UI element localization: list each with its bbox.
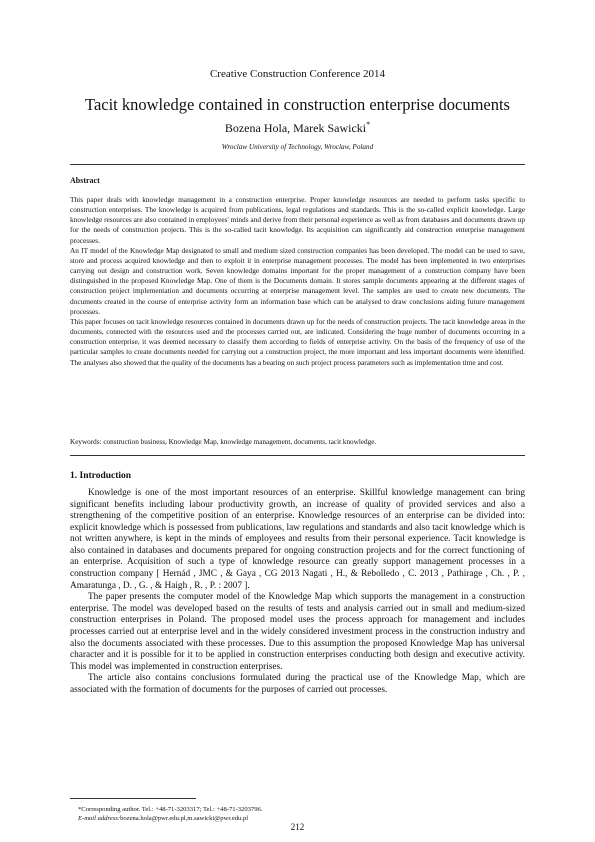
conference-name: Creative Construction Conference 2014 [209, 68, 386, 80]
footnote-rule [70, 798, 196, 799]
abstract-bottom-rule [70, 455, 525, 456]
introduction-body [70, 488, 525, 696]
abstract-body [70, 195, 525, 368]
section-heading: 1. Introduction [70, 471, 132, 481]
abstract-paragraph: This paper focuses on tacit knowledge resources contained in documents drawn up for the needs of construction projects. The tacit knowledge areas in the documents, connected with the resources used and the processes carried out, are indicated. Considering the huge number of documents occurring in a construction enterprise, it was deemed necessary to classify them according to fields of enterprise activity. On the basis of the frequency of use of the particular samples to create documents needed for carrying out a construction project, the more important and less important documents were identified. The analyses also showed that the quality of the documents has a bearing on such project process parameters such as implementation time and cost. [70, 316, 525, 367]
email-addresses[interactable]: bozena.hola@pwr.edu.pl,m.sawicki@pwr.edu.pl [120, 815, 249, 822]
corresponding-mark: * [366, 120, 371, 129]
affiliation: Wroclaw University of Technology, Wroclaw, Poland [221, 143, 374, 151]
author-line [0, 120, 595, 136]
abstract-paragraph: This paper deals with knowledge management in a construction enterprise. Proper knowledge resources are needed to perform tasks specific to construction enterprises. The knowledge is acquired from publications, legal regulations and standards. This is the so-called explicit knowledge. Large knowledge resources are also contained in employees' minds and derive from their personal experience as well as from databases and documents drawn up for the needs of construction projects. This is the so-called tacit knowledge. Its acquisition can significantly aid construction enterprise management processes. [70, 195, 525, 245]
keywords: Keywords: construction business, Knowledge Map, knowledge management, documents, tacit knowledge. [70, 438, 377, 446]
abstract-top-rule [70, 164, 525, 165]
page-number: 212 [290, 822, 305, 832]
email-label: E-mail address: [78, 815, 121, 822]
paper-title: Tacit knowledge contained in construction enterprise documents [85, 95, 510, 114]
author-names: Bozena Hola, Marek Sawicki [224, 121, 367, 135]
footnote [78, 805, 262, 823]
body-paragraph: The paper presents the computer model of the Knowledge Map which supports the management in a construction enterprise. The model was developed based on the results of tests and analysis carried out in small and medium-sized construction enterprises in Poland. The proposed model uses the process approach for management and includes processes carried out at enterprise level and in the widely considered investment process in the construction industry and also the documents associated with these processes. Due to this assumption the proposed Knowledge Map has universal character and it is possible for it to be applied in construction enterprises conducting both design and executive activity. This model was implemented in construction enterprises. [70, 592, 525, 672]
corresponding-author-note: *Corresponding author. Tel.: +48-71-3203317; Tel.: +48-71-3203796. [78, 806, 263, 813]
abstract-heading: Abstract [70, 176, 100, 185]
abstract-paragraph: An IT model of the Knowledge Map designated to small and medium sized construction companies has been developed. The model can be used to save, store and process acquired knowledge and then to exploit it in enterprise management processes. The model has been implemented in two enterprises carrying out design and construction work. Seven knowledge domains important for the proper management of a construction company have been distinguished in the proposed Knowledge Map. One of them is the Documents domain. It stores sample documents appearing at the different stages of construction project implementation and documents occurring at enterprise management level. The samples are used to create new documents. The documents created in the course of enterprise activity form an information base which can be analysed to draw conclusions aiding future management processes. [70, 245, 525, 316]
body-paragraph: The article also contains conclusions formulated during the practical use of the Knowledge Map, which are associated with the formation of documents for the purposes of carried out processes. [70, 673, 525, 695]
body-paragraph: Knowledge is one of the most important resources of an enterprise. Skillful knowledge management can bring significant benefits including labour productivity growth, an increase of quality of provided services and also a strengthening of the competitive position of an enterprise. Knowledge resources of an enterprise can be divided into: explicit knowledge which is possessed from publications, law regulations and standards and also tacit knowledge which is not written anywhere, is kept in the minds of employees and results from their personal experience. Tacit knowledge is also contained in databases and documents prepared for ongoing construction projects and for the correct functioning of an enterprise. Acquisition of such a type of knowledge resource can greatly support management processes in a construction company [ Hernád , JMC , & Gaya , CG 2013 Nagati , H., & Rebolledo , C. 2013 , Pathirage , Ch. , P. , Amaratunga , D. , G. , & Haigh , R. , P. : 2007 ]. [70, 488, 525, 591]
